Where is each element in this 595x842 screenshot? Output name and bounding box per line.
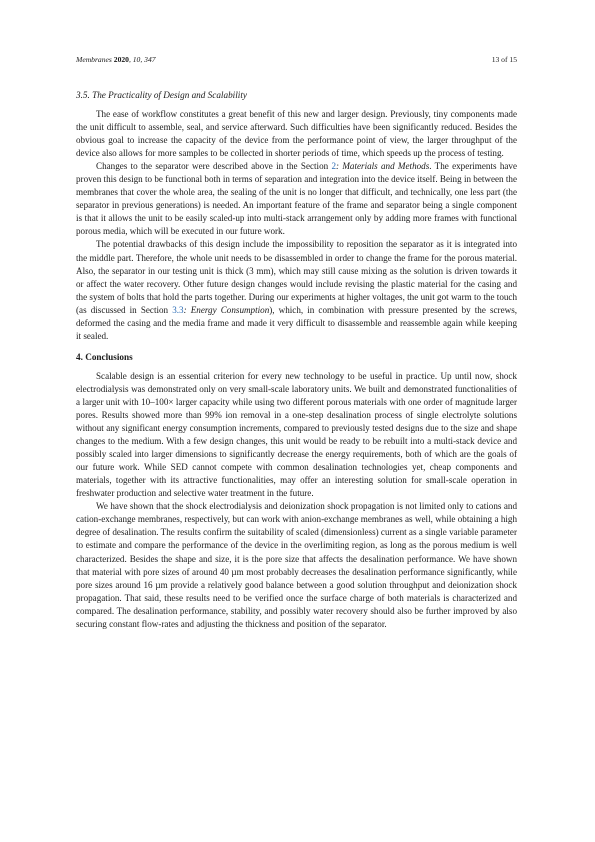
- paragraph: [76, 238, 517, 342]
- journal-citation: [76, 55, 156, 64]
- paragraph: We have shown that the shock electrodialysis and deionization shock propagation is not limited only to cations and cation-exchange membranes, respectively, but can work with anion-exchange membranes as well, while obtaining a high degree of desalination. The results confirm the suitability of scaled (dimensionless) current as a single variable parameter to estimate and compare the performance of the device in the overlimiting region, as long as the porous medium is well characterized. Besides the shape and size, it is the pore size that affects the desalination performance. We have shown that material with pore sizes of around 40 µm most probably decreases the desalination performance significantly, while pore sizes around 16 µm provide a relatively good balance between a good solution throughput and deionization shock propagation. That said, these results need to be verified once the surface charge of both materials is characterized and compared. The desalination performance, stability, and possibly water recovery should also be further improved by also securing constant flow-rates and adjusting the thickness and position of the separator.: [76, 501, 517, 629]
- journal-name: Membranes: [76, 55, 112, 64]
- paragraph: Scalable design is an essential criterion for every new technology to be useful in practice. Up until now, shock electrodialysis was demonstrated only on very small-scale laboratory units. We built and demonstrated functionalities of a larger unit with 10–100× larger capacity while using two different porous materials with one order of magnitude larger pores. Results showed more than 99% ion removal in a one-step desalination process of single electrolyte solutions without any significant energy consumption increments, compared to previously tested designs due to the size and shape changes to the medium. With a few design changes, this unit would be ready to be rebuilt into a multi-stack device and possibly scaled into larger dimensions to significantly decrease the energy requirements, both of which are the goals of our future work. While SED cannot compete with common desalination technologies yet, cheap components and materials, together with its attractive functionalities, may offer an interesting solution for small-scale operation in freshwater production and selective water treatment in the future.: [76, 370, 517, 499]
- text-run: . The experiments have proven this design to be functional both in terms of separation and integration into the device itself. Being in between the membranes that cover the whole area, the sealing of the unit is no longer that difficult, and technically, one less part (the separator in previous generations) is needed. An important feature of the frame and separator being a single component is that it allows the unit to be easily scaled-up into multi-stack arrangement only by adding more frames with functional porous media, which will be executed in our future work.: [76, 161, 517, 237]
- section-link[interactable]: 2: [331, 161, 337, 172]
- text-run: ), which, in combination with pressure presented by the screws, deformed the casing and the media frame and made it very difficult to disassemble and reassemble again while keeping it sealed.: [76, 304, 518, 341]
- running-header: [76, 55, 517, 64]
- text-run: Changes to the separator were described above in the Section: [96, 161, 332, 172]
- section-heading-conclusions: 4. Conclusions: [76, 351, 133, 362]
- section-link[interactable]: 3.3: [172, 304, 184, 315]
- section-heading-3-5: 3.5. The Practicality of Design and Scalability: [76, 90, 247, 100]
- page-body: [76, 90, 517, 631]
- page-number: 13 of 15: [491, 55, 517, 64]
- paragraph: The ease of workflow constitutes a great benefit of this new and larger design. Previously, tiny components made the unit difficult to assemble, seal, and service afterward. Such difficulties have been significantly reduced. Besides the obvious goal to increase the capacity of the device from the performance point of view, the larger throughput of the device also allows for more samples to be collected in shorter periods of time, which speeds up the process of testing.: [76, 109, 517, 159]
- paragraph: [76, 160, 517, 238]
- italic-run: : Materials and Methods: [336, 161, 430, 172]
- journal-volume: , 10, 347: [128, 55, 156, 64]
- text-run: The potential drawbacks of this design include the impossibility to reposition the separator as it is integrated into the middle part. Therefore, the whole unit needs to be disassembled in order to change the frame for the porous material. Also, the separator in our testing unit is thick (3 mm), which may still cause mixing as the solution is driven towards it or affect the water recovery. Other future design changes would include revising the plastic material for the casing and the system of bolts that hold the parts together. During our experiments at higher voltages, the unit got warm to the touch (as discussed in Section: [76, 239, 517, 315]
- journal-year: 2020: [113, 55, 129, 64]
- italic-run: : Energy Consumption: [183, 304, 270, 315]
